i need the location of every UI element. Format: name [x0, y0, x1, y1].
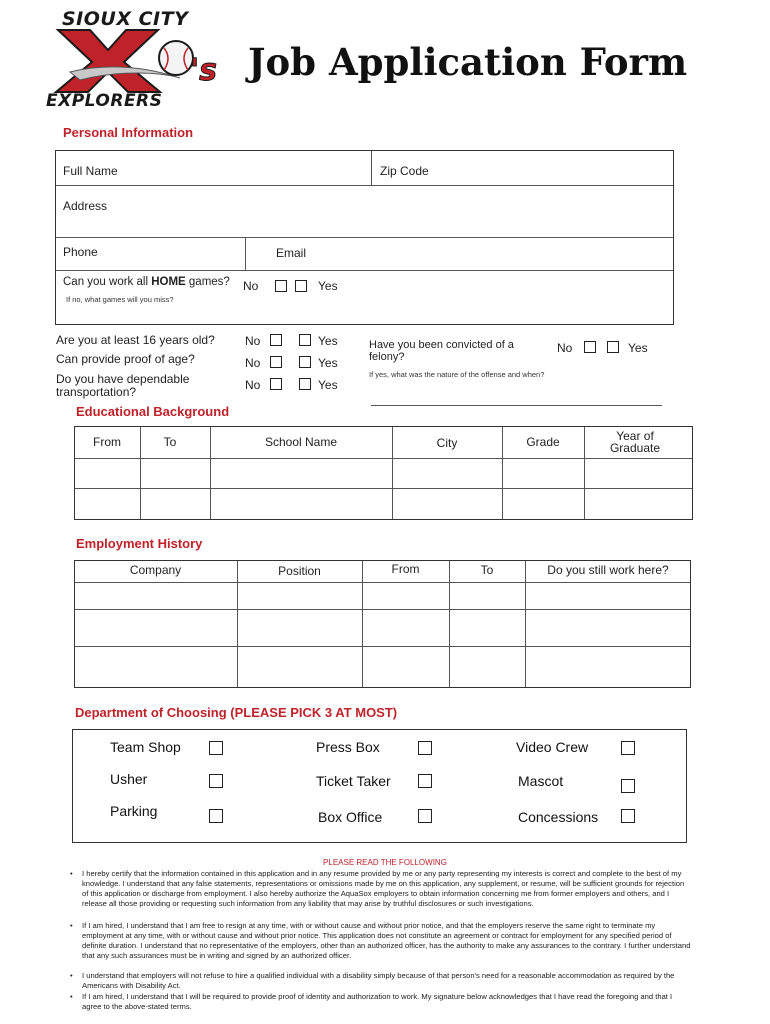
divider [75, 488, 692, 489]
emp-col-to: To [480, 563, 494, 577]
felony-note: If yes, what was the nature of the offense and when? [369, 370, 545, 379]
edu-col-to: To [163, 435, 177, 449]
zip-code-field[interactable]: Zip Code [380, 164, 429, 178]
address-field[interactable]: Address [63, 199, 108, 213]
felony-yes-checkbox[interactable] [607, 341, 619, 353]
emp-col-from: From [391, 562, 420, 576]
notice-heading: PLEASE READ THE FOLLOWING [323, 858, 447, 867]
logo-bottom-text: EXPLORERS [46, 91, 163, 111]
notice-text: If I am hired, I understand that I will be required to provide proof of identity and authorization to work. My signature below acknowledges that I have read the foregoing and that I agree to the above-stated terms. [82, 992, 673, 1011]
divider [56, 237, 673, 238]
dept-concessions-label: Concessions [518, 809, 599, 825]
bullet-dot: • [70, 992, 73, 1001]
edu-col-from: From [93, 435, 121, 449]
proof-question: Can provide proof of age? [56, 352, 195, 366]
divider [245, 237, 246, 271]
edu-col-grade: Grade [526, 435, 560, 449]
transport-yes-checkbox[interactable] [299, 378, 311, 390]
home-games-no-checkbox[interactable] [275, 280, 287, 292]
divider [371, 151, 372, 185]
home-games-question: Can you work all HOME games? [63, 276, 230, 288]
home-games-note: If no, what games will you miss? [66, 295, 174, 304]
personal-heading: Personal Information [63, 125, 194, 140]
dept-video-crew-label: Video Crew [516, 739, 589, 755]
bullet-dot: • [70, 921, 73, 930]
proof-no-checkbox[interactable] [270, 356, 282, 368]
phone-field[interactable]: Phone [63, 245, 98, 259]
divider [56, 270, 673, 271]
felony-no-label: No [557, 341, 573, 355]
dept-box-office-label: Box Office [318, 809, 383, 825]
edu-col-city: City [436, 436, 458, 450]
notice-bullet [70, 971, 692, 991]
age-question: Are you at least 16 years old? [56, 333, 215, 347]
dept-ticket-taker-checkbox[interactable] [418, 774, 432, 788]
logo-suffix: 's [190, 53, 218, 88]
page-title: Job Application Form [248, 40, 688, 84]
dept-ticket-taker-label: Ticket Taker [316, 773, 391, 789]
notice-text: I understand that employers will not refuse to hire a qualified individual with a disability simply because of that person's need for a reasonable accommodation as required by the Americans with Disability Act. [82, 971, 675, 990]
email-field[interactable]: Email [276, 246, 307, 260]
full-name-field[interactable]: Full Name [63, 164, 118, 178]
emp-col-still-work: Do you still work here? [547, 563, 669, 577]
dept-team-shop-label: Team Shop [110, 739, 181, 755]
proof-no-label: No [245, 356, 261, 370]
age-yes-checkbox[interactable] [299, 334, 311, 346]
divider [525, 561, 526, 687]
divider [75, 582, 690, 583]
logo-mark [50, 28, 218, 94]
dept-parking-checkbox[interactable] [209, 809, 223, 823]
emp-col-position: Position [278, 564, 321, 578]
dept-usher-label: Usher [110, 771, 148, 787]
education-heading: Educational Background [76, 404, 230, 419]
divider [75, 458, 692, 459]
transport-no-label: No [245, 378, 261, 392]
department-heading: Department of Choosing (PLEASE PICK 3 AT MOST) [75, 705, 398, 720]
dept-usher-checkbox[interactable] [209, 774, 223, 788]
felony-yes-label: Yes [628, 341, 648, 355]
home-games-no-label: No [243, 279, 259, 293]
employment-heading: Employment History [76, 536, 203, 551]
transport-no-checkbox[interactable] [270, 378, 282, 390]
divider [584, 427, 585, 519]
transport-yes-label: Yes [318, 378, 338, 392]
dept-mascot-checkbox[interactable] [621, 779, 635, 793]
dept-team-shop-checkbox[interactable] [209, 741, 223, 755]
dept-mascot-label: Mascot [518, 773, 564, 789]
felony-answer-line[interactable] [371, 405, 662, 406]
transport-question: Do you have dependable transportation? [56, 372, 190, 399]
proof-yes-checkbox[interactable] [299, 356, 311, 368]
notice-text: I hereby certify that the information contained in this application and in any resume provided by me or any party representing my interests is correct and complete to the best of my knowledge. I understand that any false statements, representations or omissions made by me on this application, any supplement, or resume, will be sufficient grounds for rejection of this application or discharge from employment. I also hereby authorize the AquaSox employers to obtain information concerning me from former employers and others, and I release all those providing or requesting such information from any liability that may arise by truthful disclosures or such investigations. [82, 869, 685, 908]
age-no-label: No [245, 334, 261, 348]
dept-video-crew-checkbox[interactable] [621, 741, 635, 755]
dept-concessions-checkbox[interactable] [621, 809, 635, 823]
felony-no-checkbox[interactable] [584, 341, 596, 353]
age-no-checkbox[interactable] [270, 334, 282, 346]
divider [75, 609, 690, 610]
felony-question: Have you been convicted of a felony? [369, 339, 514, 363]
bullet-dot: • [70, 869, 73, 878]
proof-yes-label: Yes [318, 356, 338, 370]
dept-box-office-checkbox[interactable] [418, 809, 432, 823]
notice-bullet [70, 869, 692, 919]
divider [56, 185, 673, 186]
age-yes-label: Yes [318, 334, 338, 348]
edu-col-year: Year of Graduate [609, 429, 661, 455]
notice-text: If I am hired, I understand that I am free to resign at any time, with or without cause and without prior notice, and that the employers reserve the same right to terminate my employment at any time, with or without cause and without prior notice. This application does not constitute an agreement or contract for employment for any specified period of definite duration. I understand that no representative of the employers, other than an authorized officer, has the authority to make any assurances to the contrary. I further understand that any such assurances must be in writing and signed by an authorized officer. [82, 921, 691, 960]
notice-bullet [70, 921, 692, 971]
employment-table [74, 560, 691, 688]
home-games-yes-checkbox[interactable] [295, 280, 307, 292]
divider [237, 561, 238, 687]
dept-press-box-checkbox[interactable] [418, 741, 432, 755]
dept-press-box-label: Press Box [316, 739, 380, 755]
dept-parking-label: Parking [110, 803, 158, 819]
divider [449, 561, 450, 687]
bullet-dot: • [70, 971, 73, 980]
home-games-yes-label: Yes [318, 279, 338, 293]
logo-top-text: SIOUX CITY [62, 8, 189, 30]
divider [75, 646, 690, 647]
edu-col-school: School Name [264, 435, 338, 449]
divider [362, 561, 363, 687]
emp-col-company: Company [129, 563, 182, 577]
notice-bullet [70, 992, 692, 1012]
